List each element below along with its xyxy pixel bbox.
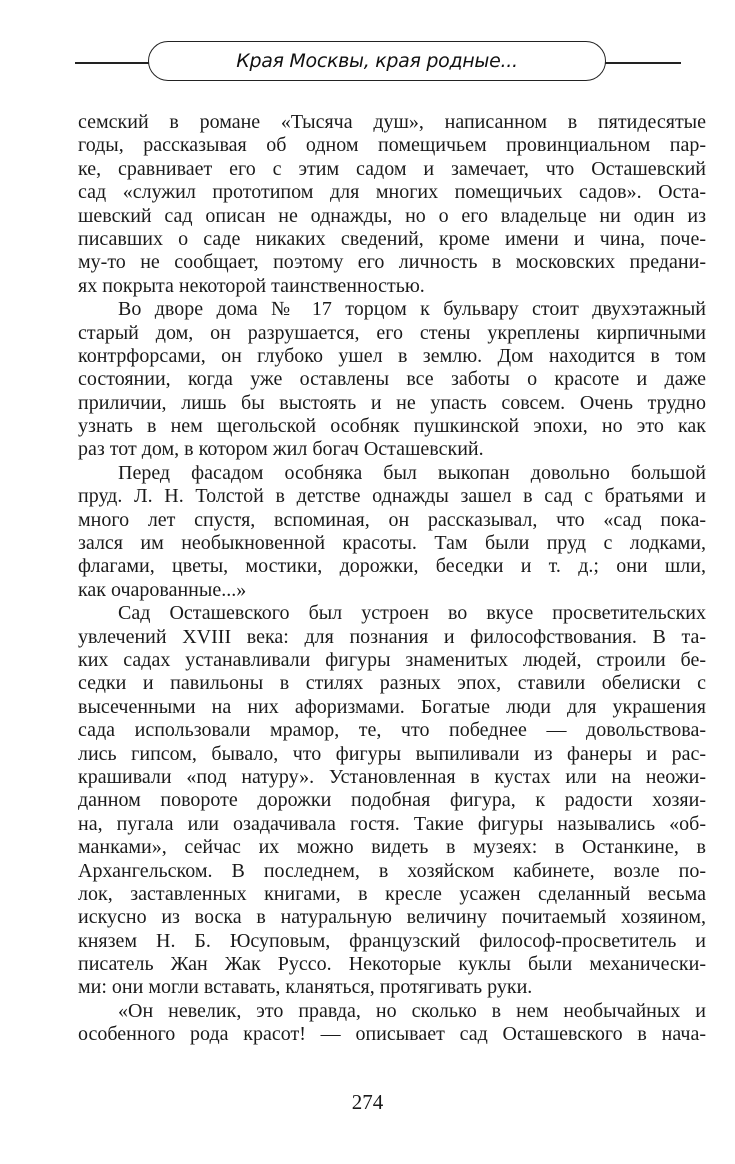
text-line: ях покрыта некоторой таинственностью. [78,274,425,297]
text-line: «Он невелик, это правда, но сколько в нем необычайных и [118,999,706,1022]
text-line: писавших о саде никаких сведений, кроме имени и чина, поче- [78,227,706,250]
text-line: сада использовали мрамор, те, что победнее — довольствова- [78,719,706,742]
text-line: высеченными на них афоризмами. Богатые люди для украшения [78,695,706,718]
paragraph [78,111,706,298]
text-line: ких садах устанавливали фигуры знаменитых людей, строили бе- [78,648,706,671]
page-number: 274 [351,1090,384,1114]
text-line: увлечений XVIII века: для познания и философствования. В та- [78,625,706,648]
text-line: Перед фасадом особняка был выкопан довольно большой [118,461,706,484]
text-line: манками», сейчас их можно видеть в музеях: в Останкине, в [78,836,706,859]
text-line: Во дворе дома № 17 торцом к бульвару стоит двухэтажный [118,298,706,321]
text-line: ми: они могли вставать, кланяться, протягивать руки. [78,976,533,999]
text-line: как очарованные...» [78,578,247,601]
text-line: старый дом, он разрушается, его стены укреплены кирпичными [78,321,706,344]
text-line: Сад Осташевского был устроен во вкусе просветительских [118,602,706,625]
text-line: узнать в нем щегольской особняк пушкинской эпохи, но это как [78,415,706,438]
header-rule-right [605,62,681,64]
text-line: крашивали «под натуру». Установленная в кустах или на неожи- [78,765,706,788]
text-line: на, пугала или озадачивала гостя. Такие фигуры назывались «об- [78,812,706,835]
text-line: му-то не сообщает, поэтому его личность в московских предани- [78,251,706,274]
paragraph [78,1000,706,1047]
text-line: семский в романе «Тысяча душ», написанном в пятидесятые [78,111,706,133]
body-text [78,111,706,1047]
text-line: зался им необыкновенной красоты. Там были пруд с лодками, [78,532,706,555]
text-line: князем Н. Б. Юсуповым, французский философ-просветитель и [78,929,706,952]
header-rule-left [75,62,149,64]
header-title-frame [148,41,606,81]
text-line: раз тот дом, в котором жил богач Осташевский. [78,438,484,461]
text-line: седки и павильоны в стилях разных эпох, ставили обелиски с [78,672,706,695]
text-line: ке, сравнивает его с этим садом и замечает, что Осташевский [78,157,706,180]
text-line: приличии, лишь бы выстоять и не упасть совсем. Очень трудно [78,391,706,414]
text-line: состоянии, когда уже оставлены все заботы о красоте и даже [78,368,706,391]
text-line: контрфорсами, он глубоко ушел в землю. Дом находится в том [78,344,706,367]
text-line: лись гипсом, бывало, что фигуры выпиливали из фанеры и рас- [78,742,706,765]
text-line: годы, рассказывая об одном помещичьем провинциальном пар- [78,134,706,157]
text-line: шевский сад описан не однажды, но о его владельце ни один из [78,204,706,227]
text-line: лок, заставленных книгами, в кресле усажен сделанный весьма [78,882,706,905]
paragraph [78,602,706,1000]
text-line: искусно из воска в натуральную величину почитаемый хозяином, [78,906,706,929]
paragraph [78,298,706,462]
text-line: данном повороте дорожки подобная фигура, к радости хозяи- [78,789,706,812]
paragraph [78,462,706,602]
text-line: сад «служил прототипом для многих помещичьих садов». Оста- [78,181,706,204]
text-line: много лет спустя, вспоминая, он рассказывал, что «сад пока- [78,508,706,531]
text-line: пруд. Л. Н. Толстой в детстве однажды зашел в сад с братьями и [78,485,706,508]
text-line: флагами, цветы, мостики, дорожки, беседки и т. д.; они шли, [78,555,706,578]
header-title: Края Москвы, края родные... [236,50,518,72]
text-line: писатель Жан Жак Руссо. Некоторые куклы были механически- [78,953,706,976]
text-line: Архангельском. В последнем, в хозяйском кабинете, возле по- [78,859,706,882]
text-line: особенного рода красот! — описывает сад Осташевского в нача- [78,1023,706,1046]
